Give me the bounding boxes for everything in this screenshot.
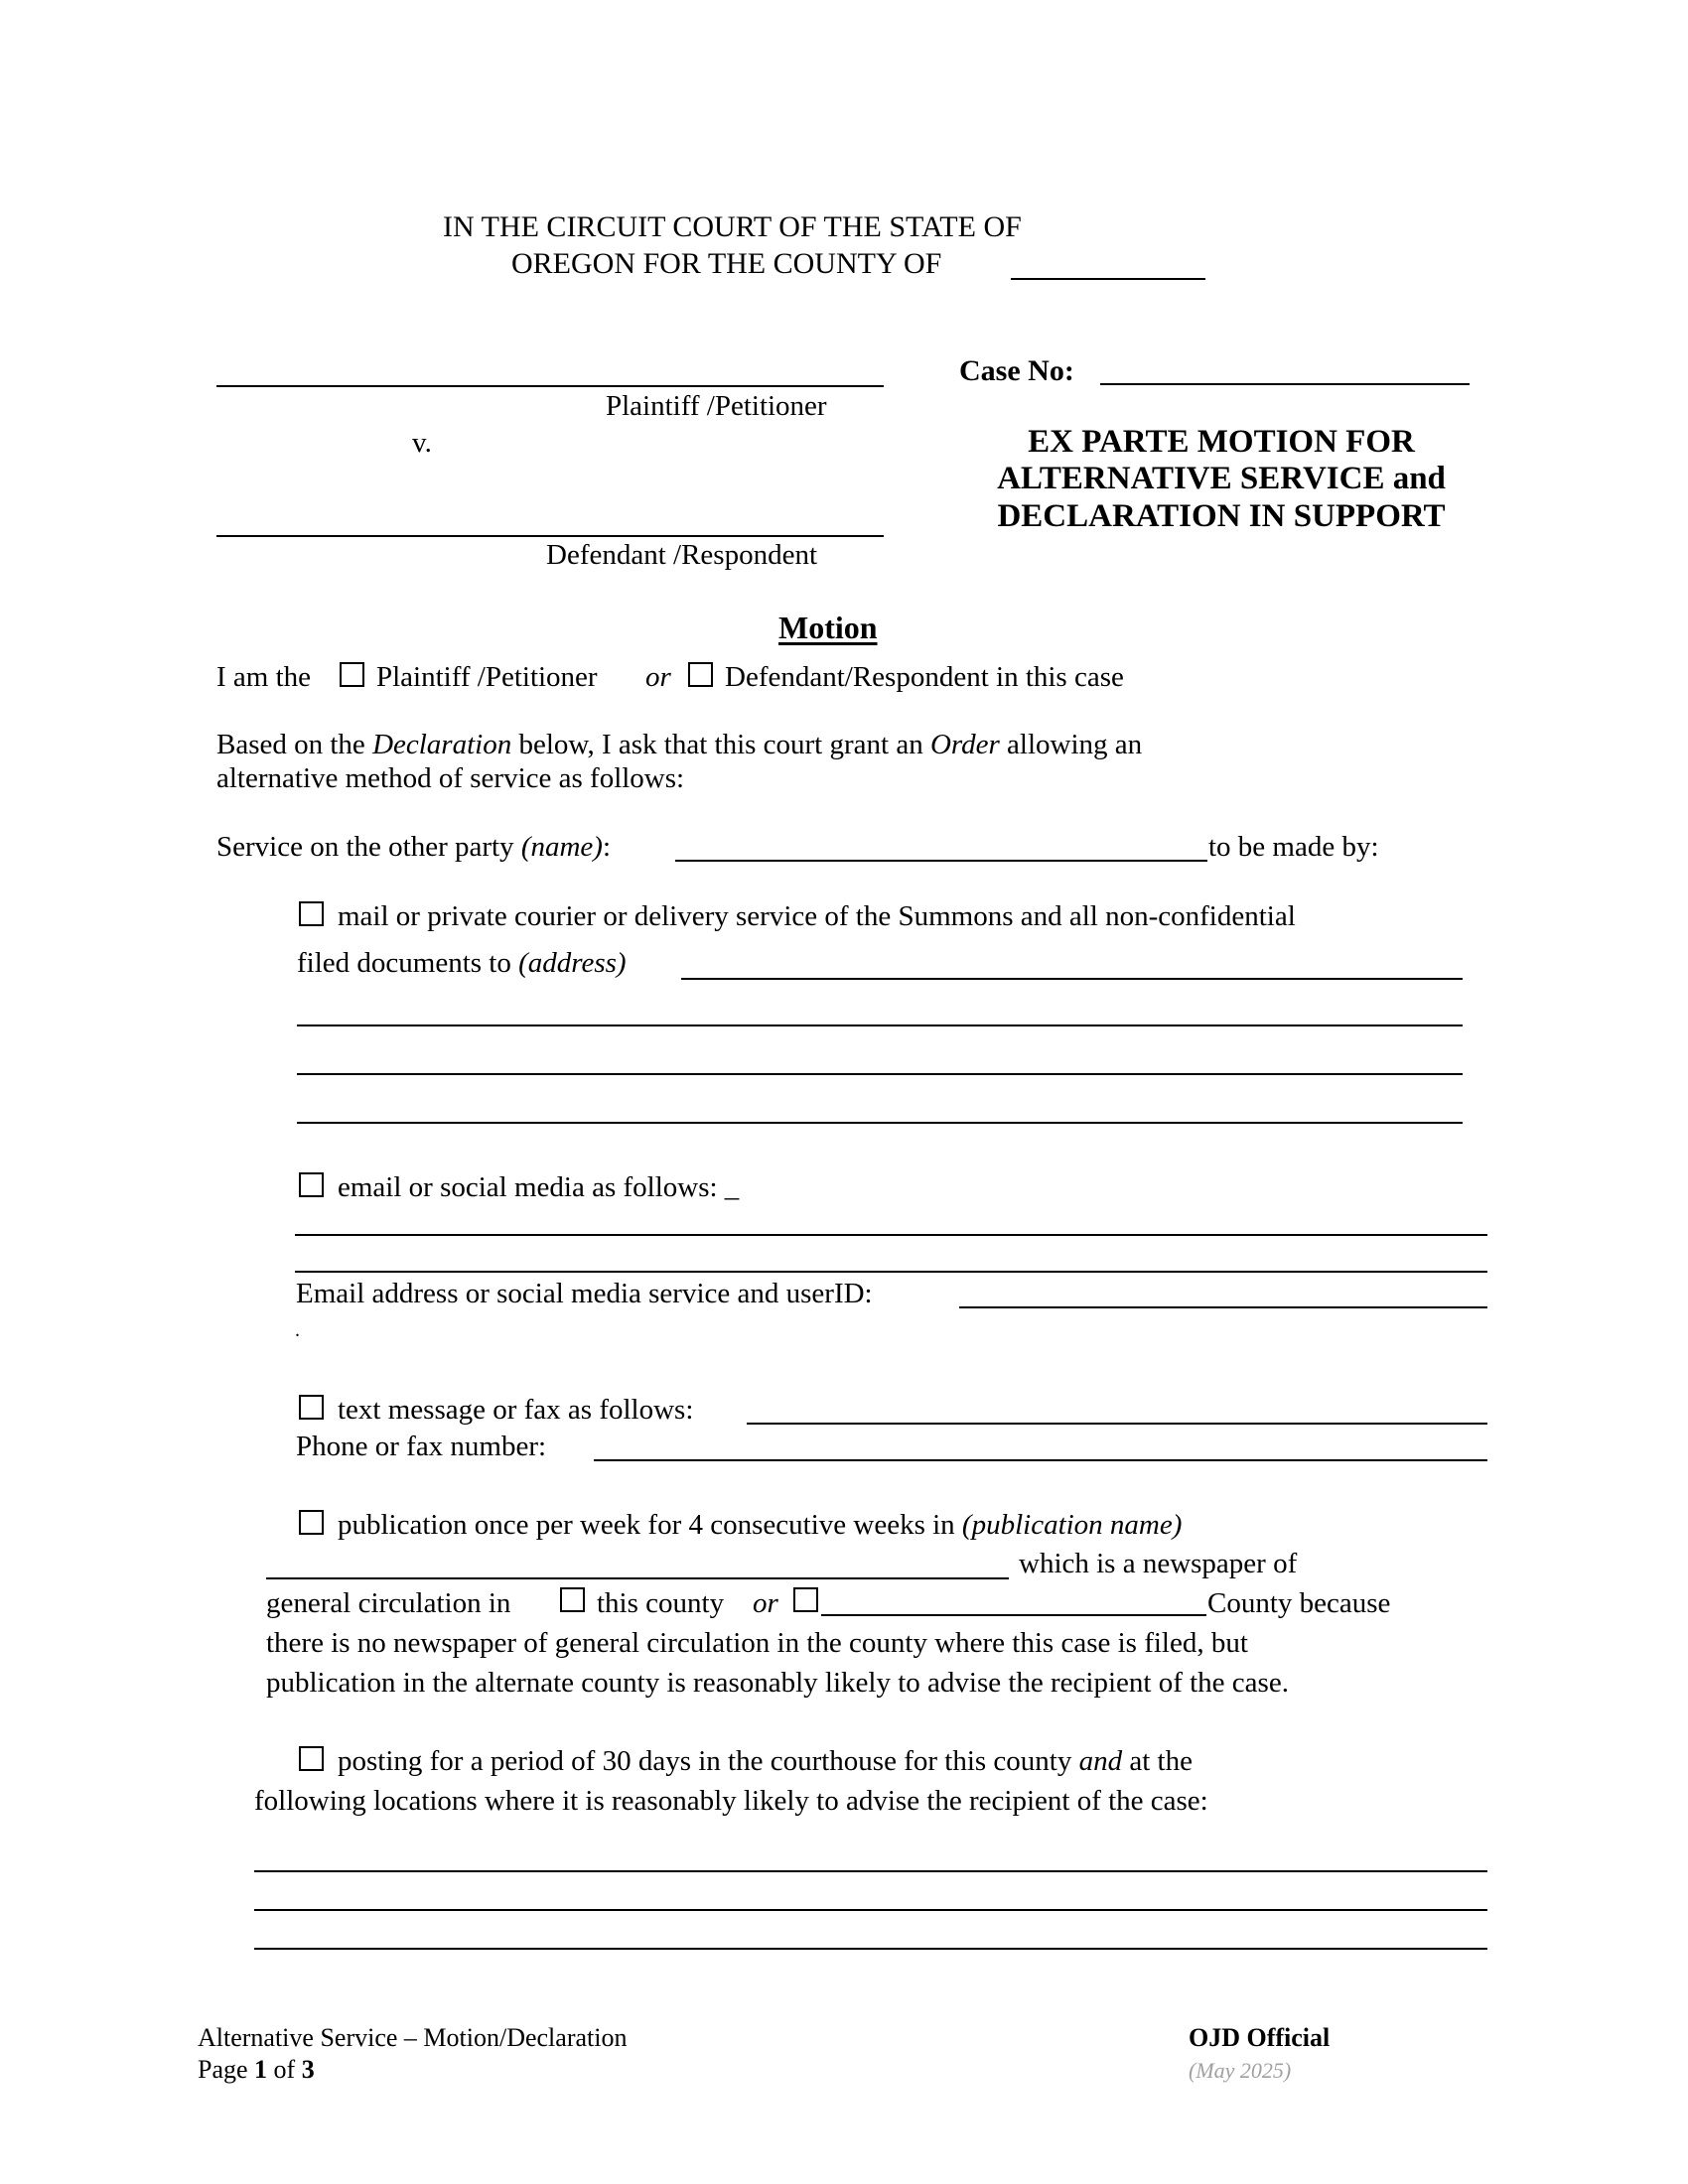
address-field-line3[interactable] [297, 1041, 1463, 1075]
mail-option-line1: mail or private courier or delivery service of the Summons and all non-confidential [338, 900, 1296, 932]
other-county-field[interactable] [821, 1582, 1206, 1616]
email-checkbox[interactable] [299, 1172, 324, 1197]
plaintiff-checkbox[interactable] [340, 662, 364, 687]
defendant-label: Defendant /Respondent [546, 539, 818, 571]
publication-line1 [338, 1511, 1182, 1540]
to-be-made-by-label: to be made by: [1208, 831, 1379, 863]
iam-defendant-label: Defendant/Respondent in this case [725, 661, 1124, 693]
footer-page-number [198, 2057, 315, 2083]
service-party-label [216, 833, 611, 862]
address-field-line4[interactable] [297, 1090, 1463, 1124]
posting-line2: following locations where it is reasonably likely to advise the recipient of the case: [254, 1785, 1208, 1817]
versus-label: v. [412, 427, 432, 459]
defendant-checkbox[interactable] [688, 662, 713, 687]
publication-or: or [753, 1587, 778, 1619]
based-pre-text: Based on the [216, 729, 373, 760]
document-title-line3: DECLARATION IN SUPPORT [997, 498, 1446, 534]
defendant-name-field[interactable] [216, 503, 884, 537]
document-title-line2: ALTERNATIVE SERVICE and [997, 461, 1446, 496]
posting-line1 [338, 1747, 1193, 1776]
page-of: of [267, 2055, 302, 2084]
publication-line2-suffix: which is a newspaper of [1019, 1548, 1298, 1579]
based-on-line2: alternative method of service as follows: [216, 762, 685, 794]
court-heading-line2: OREGON FOR THE COUNTY OF [511, 247, 942, 280]
other-party-name-field[interactable] [675, 828, 1207, 862]
this-county-label: this county [597, 1587, 725, 1619]
footer-date: (May 2025) [1189, 2058, 1292, 2083]
publication-line5: publication in the alternate county is reasonably likely to advise the recipient of the case. [266, 1667, 1289, 1699]
publication-checkbox[interactable] [299, 1510, 324, 1535]
document-title-line1: EX PARTE MOTION FOR [1028, 424, 1415, 460]
phone-fax-number-field[interactable] [594, 1428, 1487, 1461]
posting-and: and [1078, 1745, 1123, 1777]
publication-line3-prefix: general circulation in [266, 1587, 511, 1619]
county-field[interactable] [1011, 246, 1205, 280]
footer-official: OJD Official [1189, 2023, 1331, 2052]
posting-location-field-1[interactable] [254, 1839, 1487, 1872]
pub-line1-prefix: publication once per week for 4 consecutive weeks in [338, 1509, 962, 1541]
declaration-term: Declaration [372, 729, 512, 760]
page-prefix: Page [198, 2055, 255, 2084]
publication-name-term: (publication name) [961, 1509, 1183, 1541]
page-total: 3 [301, 2055, 315, 2084]
footer-form-name: Alternative Service – Motion/Declaration [198, 2023, 628, 2052]
phone-fax-label: Phone or fax number: [296, 1431, 547, 1462]
mail-checkbox[interactable] [299, 901, 324, 926]
plaintiff-name-field[interactable] [216, 353, 884, 387]
posting-location-field-3[interactable] [254, 1916, 1487, 1950]
address-term: (address) [518, 947, 627, 979]
email-userid-label: Email address or social media service and userID: [296, 1278, 873, 1309]
publication-line4: there is no newspaper of general circulation in the county where this case is filed, but [266, 1627, 1248, 1659]
text-fax-checkbox[interactable] [299, 1395, 324, 1420]
case-no-label: Case No: [959, 354, 1074, 387]
page-current: 1 [254, 2055, 268, 2084]
publication-name-field[interactable] [266, 1546, 1009, 1579]
order-term: Order [929, 729, 1000, 760]
text-fax-details-field[interactable] [747, 1391, 1487, 1425]
posting-line1-prefix: posting for a period of 30 days in the courthouse for this county [338, 1745, 1079, 1777]
based-mid-text: below, I ask that this court grant an [511, 729, 930, 760]
email-details-line2[interactable] [295, 1239, 1487, 1273]
iam-prefix: I am the [216, 661, 312, 693]
based-post-text: allowing an [999, 729, 1143, 760]
plaintiff-label: Plaintiff /Petitioner [606, 390, 827, 422]
court-heading-line1: IN THE CIRCUIT COURT OF THE STATE OF [443, 210, 1022, 243]
iam-plaintiff-label: Plaintiff /Petitioner [376, 661, 598, 693]
this-county-checkbox[interactable] [560, 1587, 585, 1612]
email-details-line1[interactable] [295, 1202, 1487, 1236]
other-county-checkbox[interactable] [793, 1587, 818, 1612]
mail-line2-prefix: filed documents to [297, 947, 519, 979]
email-userid-field[interactable] [959, 1275, 1487, 1308]
service-prefix-text: Service on the other party [216, 831, 521, 863]
posting-checkbox[interactable] [299, 1746, 324, 1771]
posting-line1-suffix: at the [1122, 1745, 1193, 1777]
based-on-line1 [216, 731, 1142, 759]
iam-or: or [645, 661, 671, 693]
motion-heading: Motion [778, 610, 878, 645]
address-field-line2[interactable] [297, 993, 1463, 1026]
service-colon: : [602, 831, 612, 863]
email-option-label: email or social media as follows: _ [338, 1171, 740, 1203]
address-field-line1[interactable] [681, 946, 1463, 980]
service-name-term: (name) [520, 831, 603, 863]
county-because-label: County because [1207, 1587, 1391, 1619]
text-fax-label: text message or fax as follows: [338, 1394, 694, 1426]
posting-location-field-2[interactable] [254, 1877, 1487, 1911]
mail-option-line2 [297, 949, 627, 978]
stray-dot: . [295, 1319, 300, 1341]
case-no-field[interactable] [1100, 351, 1470, 385]
